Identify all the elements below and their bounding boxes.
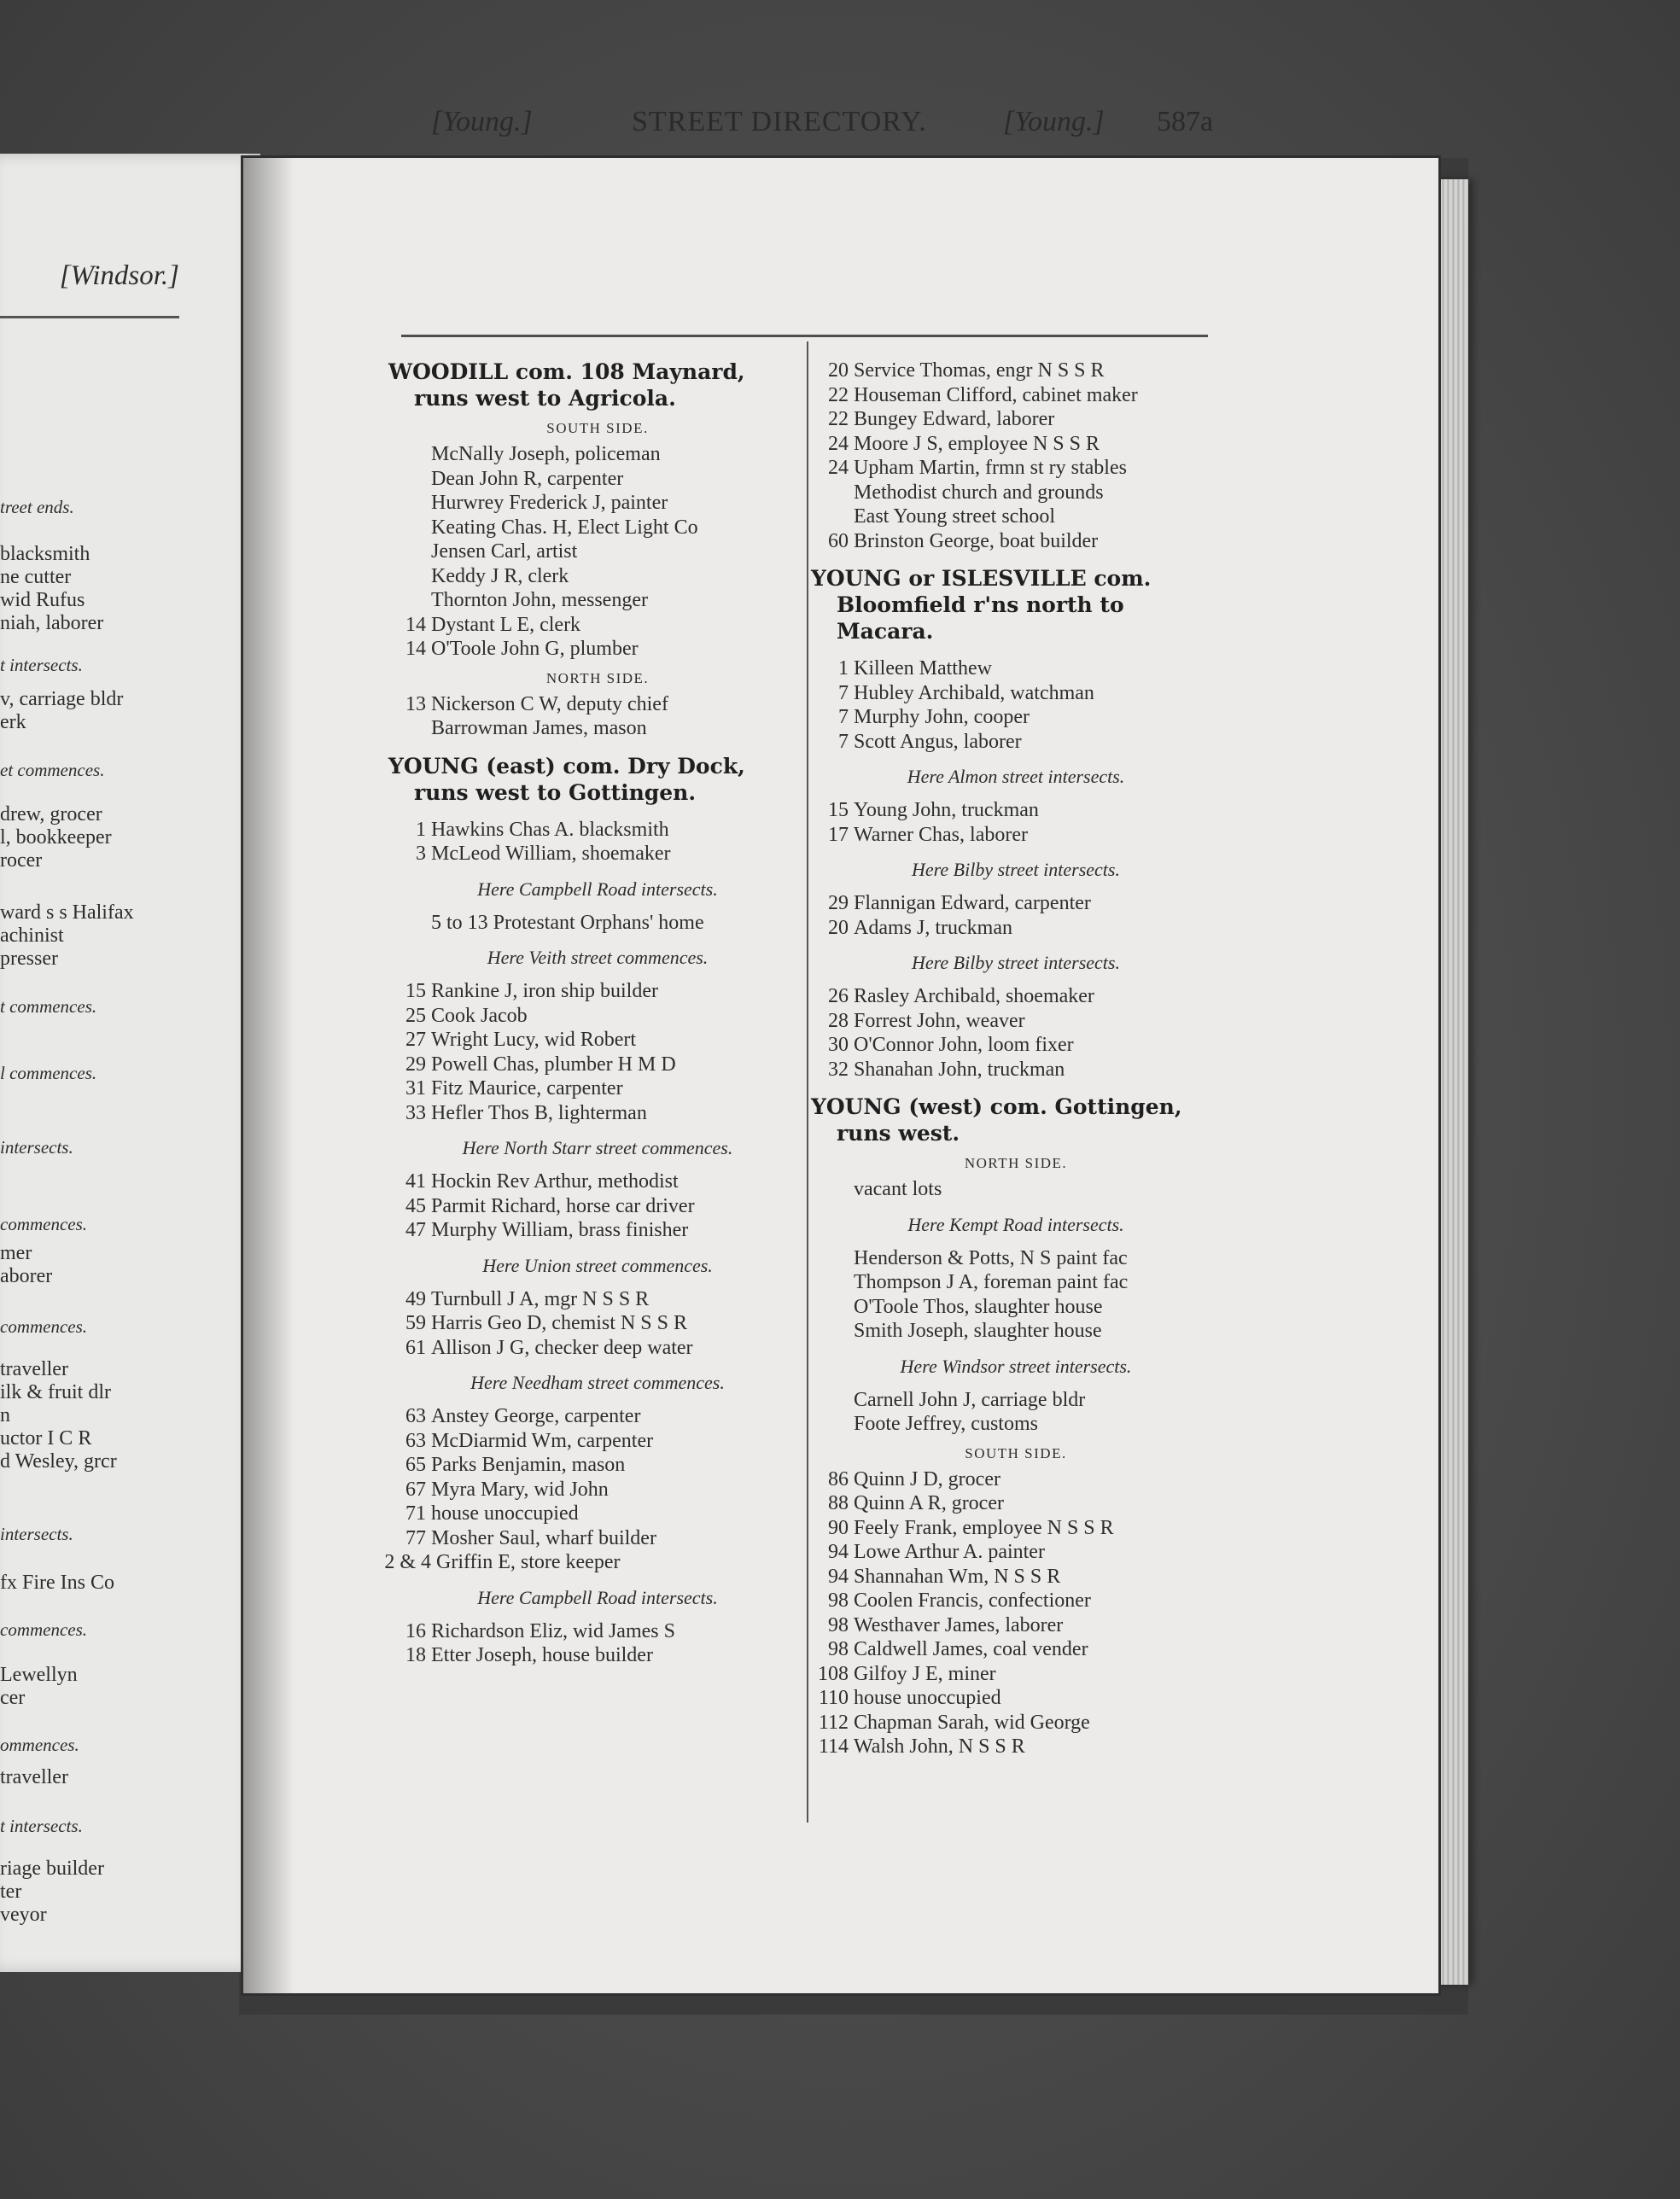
directory-entry [811, 1246, 1221, 1271]
house-number: 3 [416, 843, 426, 865]
street-heading [388, 359, 807, 411]
page-number: 587a [1157, 106, 1214, 137]
resident-text: Lowe Arthur A. painter [854, 1541, 1045, 1563]
resident-text: Parks Benjamin, mason [431, 1454, 626, 1476]
directory-entry [811, 1058, 1221, 1082]
intersection-note: Here Needham street commences. [470, 1372, 725, 1393]
street-heading-line: WOODILL com. 108 Maynard, [388, 359, 745, 384]
resident-text: Feely Frank, employee N S S R [854, 1516, 1114, 1539]
resident-text: Houseman Clifford, cabinet maker [854, 383, 1138, 406]
directory-entry [811, 505, 1221, 529]
resident-text: Mosher Saul, wharf builder [431, 1526, 656, 1549]
resident-text: Rasley Archibald, shoemaker [854, 985, 1094, 1007]
house-number: 31 [405, 1077, 426, 1100]
street-heading-line: YOUNG (east) com. Dry Dock, [388, 753, 745, 779]
spacer [811, 553, 1221, 565]
intersection-note: Here Kempt Road intersects. [907, 1213, 1124, 1235]
directory-entry [811, 984, 1221, 1009]
resident-text: Dystant L E, clerk [431, 613, 581, 636]
directory-entry [388, 692, 807, 717]
house-number: 24 [828, 457, 849, 479]
resident-text: Brinston George, boat builder [854, 529, 1099, 552]
resident-text: Keddy J R, clerk [431, 564, 569, 587]
house-number: 29 [828, 892, 849, 914]
previous-page-line: t intersects. [0, 655, 83, 675]
house-number: 32 [828, 1058, 849, 1081]
directory-entry [811, 681, 1221, 706]
directory-entry [811, 1009, 1221, 1034]
previous-page-line: ter [0, 1881, 22, 1903]
previous-page-line: intersects. [0, 1137, 73, 1158]
directory-entry [388, 1004, 807, 1029]
directory-entry [811, 656, 1221, 681]
house-number: 7 [838, 706, 849, 728]
directory-entry [811, 407, 1221, 432]
resident-text: Shannahan Wm, N S S R [854, 1565, 1061, 1588]
resident-text: Young John, truckman [854, 799, 1039, 821]
resident-text: Myra Mary, wid John [431, 1478, 609, 1501]
house-number: 77 [405, 1526, 426, 1549]
intersection-note: Here Almon street intersects. [907, 766, 1125, 787]
resident-text: Foote Jeffrey, customs [854, 1413, 1038, 1435]
directory-entry [388, 818, 807, 843]
directory-entry [388, 1311, 807, 1336]
intersection-note: Here North Starr street commences. [462, 1137, 733, 1158]
directory-entry [811, 359, 1221, 383]
resident-text: Wright Lucy, wid Robert [431, 1029, 637, 1051]
resident-text: vacant lots [854, 1178, 942, 1200]
side-label: SOUTH SIDE. [965, 1444, 1067, 1461]
previous-page-line: d Wesley, grcr [0, 1450, 117, 1473]
previous-page [0, 154, 260, 1972]
directory-entry [811, 798, 1221, 823]
intersection-note: Here Windsor street intersects. [900, 1355, 1132, 1377]
directory-entry [811, 823, 1221, 848]
directory-entry [388, 637, 807, 662]
directory-entry [811, 1270, 1221, 1295]
directory-entry [388, 467, 807, 492]
house-number: 71 [405, 1502, 426, 1525]
previous-page-line: cer [0, 1687, 26, 1709]
resident-text: Turnbull J A, mgr N S S R [431, 1287, 650, 1310]
resident-text: Thornton John, messenger [431, 589, 648, 611]
resident-text: Walsh John, N S S R [854, 1735, 1025, 1758]
house-number: 94 [828, 1541, 849, 1563]
directory-entry [811, 1711, 1221, 1735]
previous-page-line: t intersects. [0, 1816, 83, 1836]
street-heading-line: YOUNG (west) com. Gottingen, [811, 1094, 1182, 1119]
intersection-note: Here Campbell Road intersects. [477, 878, 718, 900]
street-heading [388, 753, 807, 806]
directory-entry [388, 1429, 807, 1454]
resident-text: Moore J S, employee N S S R [854, 432, 1100, 455]
house-number: 7 [838, 730, 849, 753]
directory-entry [811, 1412, 1221, 1437]
previous-page-line: uctor I C R [0, 1427, 92, 1449]
directory-entry [811, 1467, 1221, 1492]
header-rule [401, 335, 1208, 337]
directory-entry [388, 1478, 807, 1502]
previous-page-line: Lewellyn [0, 1664, 78, 1686]
directory-entry [811, 529, 1221, 554]
directory-entry [388, 1194, 807, 1219]
left-column [384, 359, 807, 1668]
resident-text: Coolen Francis, confectioner [854, 1589, 1091, 1612]
house-number: 28 [828, 1009, 849, 1032]
house-number: 67 [405, 1478, 426, 1501]
directory-entry [811, 1662, 1221, 1687]
previous-page-line: commences. [0, 1214, 88, 1234]
resident-text: Allison J G, checker deep water [431, 1336, 693, 1359]
resident-text: Murphy John, cooper [854, 706, 1030, 728]
house-number: 20 [828, 359, 849, 382]
house-number: 14 [405, 638, 426, 660]
house-number: 94 [828, 1565, 849, 1588]
previous-page-line: ommences. [0, 1735, 79, 1755]
previous-page-line: traveller [0, 1358, 68, 1380]
directory-entry [388, 564, 807, 589]
previous-page-line: veyor [0, 1904, 47, 1926]
house-number: 114 [818, 1735, 849, 1758]
resident-text: Harris Geo D, chemist N S S R [431, 1312, 687, 1334]
previous-page-line: n [0, 1404, 10, 1426]
intersection-note: Here Veith street commences. [487, 947, 709, 968]
directory-entry [388, 1101, 807, 1126]
directory-entry [811, 916, 1221, 941]
directory-entry [388, 1453, 807, 1478]
directory-entry [811, 891, 1221, 916]
resident-text: house unoccupied [854, 1687, 1001, 1709]
resident-text: Fitz Maurice, carpenter [431, 1077, 623, 1100]
resident-text: Parmit Richard, horse car driver [431, 1194, 695, 1217]
house-number: 65 [405, 1454, 426, 1476]
resident-text: Richardson Eliz, wid James S [431, 1619, 675, 1642]
directory-entry [388, 1169, 807, 1194]
house-number: 108 [818, 1662, 849, 1685]
house-number: 1 [416, 818, 426, 841]
resident-text: Nickerson C W, deputy chief [431, 692, 668, 715]
house-number: 33 [405, 1101, 426, 1124]
street-heading-line: YOUNG or ISLESVILLE com. [811, 566, 1152, 591]
house-number: 22 [828, 408, 849, 430]
house-number: 63 [405, 1405, 426, 1427]
side-label: NORTH SIDE. [964, 1155, 1068, 1171]
resident-text: Flannigan Edward, carpenter [854, 892, 1091, 914]
house-number: 47 [405, 1219, 426, 1241]
resident-text: McNally Joseph, policeman [431, 443, 661, 465]
resident-text: Chapman Sarah, wid George [854, 1711, 1090, 1734]
directory-entry [811, 1516, 1221, 1541]
house-number: 26 [828, 985, 849, 1007]
resident-text: O'Connor John, loom fixer [854, 1034, 1074, 1056]
resident-text: Hawkins Chas A. blacksmith [431, 818, 669, 841]
house-number: 88 [828, 1492, 849, 1514]
directory-entry [388, 1526, 807, 1551]
previous-page-line: t commences. [0, 996, 97, 1017]
directory-entry [811, 1295, 1221, 1320]
resident-text: Upham Martin, frmn st ry stables [854, 457, 1127, 479]
directory-entry [811, 1491, 1221, 1516]
resident-text: Carnell John J, carriage bldr [854, 1388, 1086, 1411]
resident-text: O'Toole John G, plumber [431, 638, 639, 660]
house-number: 49 [405, 1287, 426, 1310]
directory-entry [811, 1589, 1221, 1613]
house-number: 15 [828, 799, 849, 821]
resident-text: Rankine J, iron ship builder [431, 980, 658, 1002]
resident-text: McDiarmid Wm, carpenter [431, 1429, 654, 1452]
resident-text: Methodist church and grounds [854, 481, 1104, 504]
directory-entry [388, 979, 807, 1004]
running-header-left: [Young.] [431, 106, 533, 137]
directory-entry [811, 705, 1221, 730]
previous-page-line: blacksmith [0, 543, 90, 565]
spacer [811, 645, 1221, 656]
house-number: 18 [405, 1644, 426, 1666]
resident-text: 5 to 13 Protestant Orphans' home [431, 911, 704, 934]
house-number: 112 [818, 1711, 849, 1734]
directory-entry [388, 842, 807, 866]
house-number: 16 [405, 1619, 426, 1642]
house-number: 98 [828, 1638, 849, 1660]
directory-entry [388, 1619, 807, 1644]
directory-entry [388, 1336, 807, 1361]
previous-page-header: [Windsor.] [59, 260, 179, 291]
directory-entry [811, 1540, 1221, 1565]
previous-page-line: presser [0, 948, 58, 970]
resident-text: Cook Jacob [431, 1004, 528, 1027]
previous-page-line: l, bookkeeper [0, 826, 112, 849]
street-heading [811, 565, 1221, 645]
resident-text: Shanahan John, truckman [854, 1058, 1065, 1081]
previous-page-line: erk [0, 711, 26, 733]
directory-entry [811, 1388, 1221, 1413]
previous-page-line: commences. [0, 1316, 88, 1337]
resident-text: O'Toole Thos, slaughter house [854, 1295, 1103, 1318]
house-number: 45 [405, 1194, 426, 1217]
resident-text: Hockin Rev Arthur, methodist [431, 1170, 679, 1193]
resident-text: Hurwrey Frederick J, painter [431, 492, 668, 514]
previous-page-line: riage builder [0, 1858, 104, 1880]
directory-entry [811, 383, 1221, 408]
directory-entry [388, 588, 807, 613]
house-number: 20 [828, 916, 849, 939]
previous-page-line: niah, laborer [0, 612, 104, 634]
street-heading-line: runs west. [837, 1121, 960, 1146]
previous-page-line: ne cutter [0, 566, 72, 588]
previous-page-line: traveller [0, 1766, 68, 1788]
directory-entry [388, 1076, 807, 1101]
directory-entry [388, 540, 807, 564]
house-number: 25 [405, 1004, 426, 1027]
resident-text: Jensen Carl, artist [431, 540, 578, 563]
resident-text: Warner Chas, laborer [854, 823, 1028, 846]
resident-text: Adams J, truckman [854, 916, 1012, 939]
page-gutter-shadow [243, 158, 295, 1993]
directory-entry [388, 911, 807, 936]
directory-entry [811, 1033, 1221, 1058]
directory-entry [388, 442, 807, 467]
resident-text: Smith Joseph, slaughter house [854, 1320, 1102, 1342]
resident-text: Westhaver James, laborer [854, 1613, 1064, 1636]
previous-page-line: et commences. [0, 760, 105, 780]
directory-entry [388, 1502, 807, 1526]
resident-text: Anstey George, carpenter [431, 1405, 641, 1427]
resident-text: Keating Chas. H, Elect Light Co [431, 516, 698, 539]
street-heading [811, 1094, 1221, 1146]
directory-entry [811, 1686, 1221, 1711]
intersection-note: Here Bilby street intersects. [912, 859, 1120, 880]
resident-text: Griffin E, store keeper [436, 1551, 621, 1573]
directory-entry [811, 1565, 1221, 1589]
house-number: 110 [818, 1687, 849, 1709]
resident-text: Hefler Thos B, lighterman [431, 1101, 647, 1124]
running-header-title: STREET DIRECTORY. [632, 106, 927, 137]
previous-page-line: mer [0, 1242, 32, 1264]
street-heading-line: runs west to Gottingen. [414, 779, 697, 805]
directory-entry [388, 613, 807, 638]
house-number: 13 [405, 692, 426, 715]
house-number: 29 [405, 1053, 426, 1076]
resident-text: Etter Joseph, house builder [431, 1644, 653, 1666]
house-number: 2 & 4 [384, 1551, 431, 1573]
previous-page-line: aborer [0, 1265, 53, 1287]
house-number: 14 [405, 613, 426, 636]
resident-text: Barrowman James, mason [431, 717, 647, 739]
resident-text: Thompson J A, foreman paint fac [854, 1271, 1129, 1293]
house-number: 90 [828, 1516, 849, 1539]
directory-entry [388, 1404, 807, 1429]
resident-text: McLeod William, shoemaker [431, 843, 671, 865]
resident-text: East Young street school [854, 505, 1055, 528]
house-number: 27 [405, 1029, 426, 1051]
resident-text: Killeen Matthew [854, 657, 992, 680]
resident-text: house unoccupied [431, 1502, 579, 1525]
intersection-note: Here Bilby street intersects. [912, 952, 1120, 973]
previous-page-rule [0, 316, 179, 318]
resident-text: Murphy William, brass finisher [431, 1219, 689, 1241]
resident-text: Forrest John, weaver [854, 1009, 1025, 1032]
previous-page-line: treet ends. [0, 497, 74, 517]
house-number: 15 [405, 980, 426, 1002]
house-number: 22 [828, 383, 849, 406]
resident-text: Quinn A R, grocer [854, 1492, 1004, 1514]
resident-text: Scott Angus, laborer [854, 730, 1022, 753]
house-number: 59 [405, 1312, 426, 1334]
street-heading-line: runs west to Agricola. [414, 386, 676, 411]
house-number: 86 [828, 1467, 849, 1490]
house-number: 61 [405, 1336, 426, 1359]
directory-entry [811, 456, 1221, 481]
resident-text: Caldwell James, coal vender [854, 1638, 1088, 1660]
house-number: 1 [838, 657, 849, 680]
house-number: 98 [828, 1613, 849, 1636]
directory-entry [811, 1319, 1221, 1344]
resident-text: Hubley Archibald, watchman [854, 681, 1094, 704]
previous-page-line: rocer [0, 849, 43, 872]
directory-entry [811, 1177, 1221, 1202]
previous-page-line: ward s s Halifax [0, 901, 134, 924]
directory-entry [811, 1637, 1221, 1662]
house-number: 63 [405, 1429, 426, 1452]
directory-entry [388, 1287, 807, 1312]
house-number: 98 [828, 1589, 849, 1612]
column-divider [807, 341, 808, 1823]
resident-text: Quinn J D, grocer [854, 1467, 1000, 1490]
previous-page-line: ilk & fruit dlr [0, 1381, 111, 1403]
side-label: SOUTH SIDE. [546, 420, 649, 436]
resident-text: Dean John R, carpenter [431, 467, 624, 490]
resident-text: Gilfoy J E, miner [854, 1662, 996, 1685]
intersection-note: Here Campbell Road intersects. [477, 1586, 718, 1608]
previous-page-line: achinist [0, 925, 64, 947]
previous-page-line: commences. [0, 1619, 88, 1640]
resident-text: Powell Chas, plumber H M D [431, 1053, 676, 1076]
previous-page-line: drew, grocer [0, 803, 102, 825]
intersection-note: Here Union street commences. [482, 1254, 713, 1276]
directory-entry [811, 432, 1221, 457]
spacer [388, 806, 807, 818]
directory-entry [811, 481, 1221, 505]
directory-entry [384, 1550, 807, 1575]
directory-entry [811, 730, 1221, 755]
directory-entry [388, 516, 807, 540]
street-heading-line: Bloomfield r'ns north to Macara. [837, 592, 1124, 644]
directory-entry [388, 1643, 807, 1668]
previous-page-line: v, carriage bldr [0, 688, 124, 710]
resident-text: Service Thomas, engr N S S R [854, 359, 1105, 382]
directory-entry [811, 1613, 1221, 1638]
spacer [388, 741, 807, 753]
previous-page-line: intersects. [0, 1524, 73, 1544]
previous-page-line: l commences. [0, 1063, 97, 1083]
directory-entry [388, 716, 807, 741]
directory-entry [388, 1053, 807, 1077]
house-number: 7 [838, 681, 849, 704]
right-column [811, 359, 1221, 1759]
previous-page-line: wid Rufus [0, 589, 85, 611]
running-header-right: [Young.] [1003, 106, 1105, 137]
previous-page-line: fx Fire Ins Co [0, 1572, 114, 1594]
directory-entry [388, 491, 807, 516]
house-number: 24 [828, 432, 849, 455]
house-number: 30 [828, 1034, 849, 1056]
spacer [811, 1082, 1221, 1094]
directory-entry [388, 1218, 807, 1243]
house-number: 17 [828, 823, 849, 846]
directory-entry [811, 1735, 1221, 1759]
house-number: 41 [405, 1170, 426, 1193]
directory-entry [388, 1028, 807, 1053]
resident-text: Henderson & Potts, N S paint fac [854, 1246, 1128, 1269]
resident-text: Bungey Edward, laborer [854, 408, 1055, 430]
side-label: NORTH SIDE. [545, 669, 650, 686]
house-number: 60 [828, 529, 849, 552]
